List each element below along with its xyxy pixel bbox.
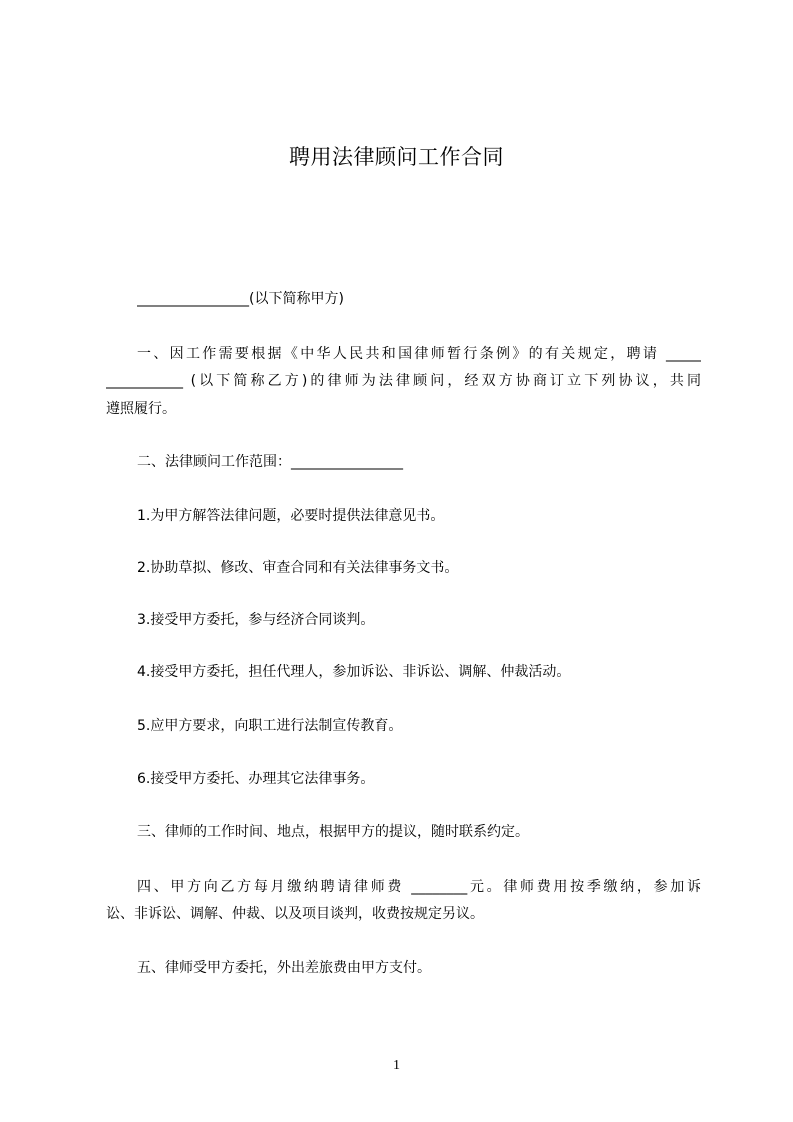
document-title: 聘用法律顾问工作合同 [289, 145, 504, 169]
clause-4-line-1: 四、甲方向乙方每月缴纳聘请律师费 ________元。律师费用按季缴纳，参加诉 [137, 879, 701, 895]
clause-1-line-3: 遵照履行。 [106, 401, 176, 417]
clause-5: 五、律师受甲方委托，外出差旅费由甲方支付。 [137, 960, 431, 976]
scope-item-4: 4.接受甲方委托，担任代理人，参加诉讼、非诉讼、调解、仲裁活动。 [137, 664, 571, 680]
scope-item-2: 2.协助草拟、修改、审查合同和有关法律事务文书。 [137, 560, 459, 576]
clause-4-line-2: 讼、非诉讼、调解、仲裁、以及项目谈判，收费按规定另议。 [106, 906, 484, 922]
clause-1-line-1: 一、因工作需要根据《中华人民共和国律师暂行条例》的有关规定，聘请 _____ [137, 346, 701, 362]
scope-item-1: 1.为甲方解答法律问题，必要时提供法律意见书。 [137, 508, 445, 524]
scope-item-6: 6.接受甲方委托、办理其它法律事务。 [137, 771, 375, 787]
scope-item-3: 3.接受甲方委托，参与经济合同谈判。 [137, 612, 375, 628]
clause-3: 三、律师的工作时间、地点，根据甲方的提议，随时联系约定。 [137, 824, 529, 840]
party-a-line: ________________(以下简称甲方) [137, 291, 344, 307]
page-number: 1 [393, 1058, 400, 1073]
scope-item-5: 5.应甲方要求，向职工进行法制宣传教育。 [137, 718, 403, 734]
clause-2-heading: 二、法律顾问工作范围：________________ [137, 454, 403, 470]
clause-1-line-2: ___________ (以下简称乙方)的律师为法律顾问，经双方协商订立下列协议，共同 [106, 373, 701, 389]
